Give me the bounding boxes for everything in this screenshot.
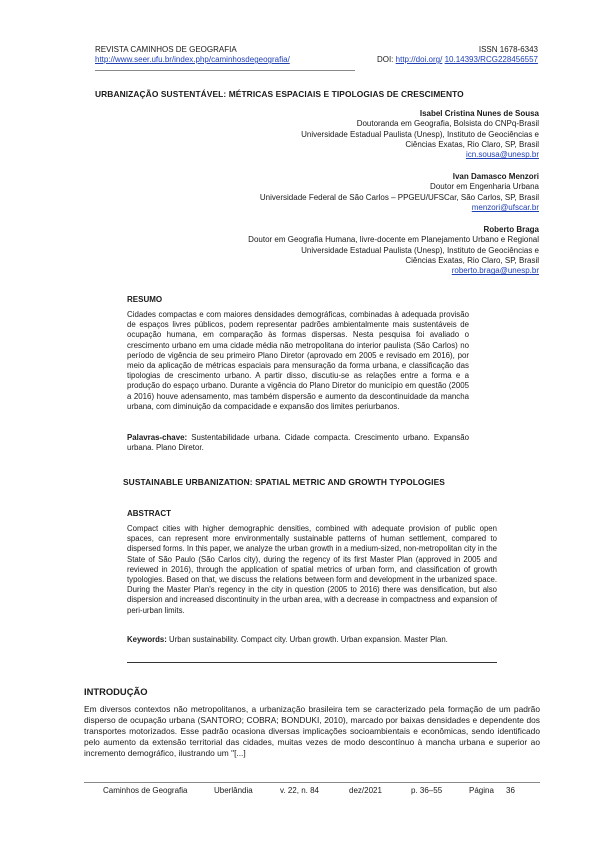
abstract-divider (127, 662, 497, 663)
footer-page-number: 36 (506, 786, 515, 795)
abstract-keywords (127, 635, 497, 645)
doi-label: DOI: (376, 55, 394, 64)
journal-name: REVISTA CAMINHOS DE GEOGRAFIA (95, 45, 237, 54)
footer-journal: Caminhos de Geografia (103, 786, 188, 795)
footer-volume: v. 22, n. 84 (280, 786, 319, 795)
footer-pages: p. 36–55 (411, 786, 443, 795)
footer-page-label: Página (469, 786, 494, 795)
author-affiliation: Ciências Exatas, Rio Claro, SP, Brasil (405, 255, 539, 265)
author-email-link[interactable]: menzori@ufscar.br (471, 202, 539, 212)
keywords-value: Sustentabilidade urbana. Cidade compacta. Crescimento urbano. Expansão urbana. Plano Diretor. (127, 433, 469, 453)
author-name: Isabel Cristina Nunes de Sousa (419, 109, 539, 118)
resumo-text: Cidades compactas e com maiores densidades demográficas, combinadas à adequada provisão de espaços livres públicos, podem representar padrões ambientalmente mais sustentáveis de ocupação humana, em comparação às formas dispersas. Nesta pesquisa foi avaliado o crescimento urbano em uma cidade média não metropolitana do interior paulista (São Carlos) no período de vigência de seu primeiro Plano Diretor (aprovado em 2005 e revisado em 2016), por meio da aplicação de métricas espaciais para mensuração da forma urbana, e classificação das tipologias de crescimento urbano. A partir disso, discutiu-se as relações entre a forma e a produção do espaço urbano. Durante a vigência do Plano Diretor do município em questão (2005 a 2016) houve adensamento, mas também dispersão e aumento da descontinuidade da mancha urbana, com diminuição da compacidade e expansão dos limites periurbanos. (127, 310, 469, 411)
footer-divider (84, 782, 540, 783)
author-affiliation: Universidade Estadual Paulista (Unesp), Instituto de Geociências e (301, 129, 539, 139)
author-affiliation: Doutor em Geografia Humana, livre-docente em Planejamento Urbano e Regional (248, 235, 539, 245)
title-pt: URBANIZAÇÃO SUSTENTÁVEL: MÉTRICAS ESPACIAIS E TIPOLOGIAS DE CRESCIMENTO (95, 89, 464, 99)
author-block-2 (139, 172, 539, 213)
author-affiliation: Doutoranda em Geografia, Bolsista do CNPq-Brasil (356, 119, 539, 129)
footer-date: dez/2021 (349, 786, 382, 795)
abstract-heading: ABSTRACT (127, 509, 171, 518)
author-affiliation: Universidade Federal de São Carlos – PPGEU/UFSCar, São Carlos, SP, Brasil (259, 192, 539, 202)
author-name: Ivan Damasco Menzori (452, 172, 539, 181)
intro-heading: INTRODUÇÃO (84, 686, 148, 697)
author-email-link[interactable]: roberto.braga@unesp.br (451, 266, 539, 276)
author-affiliation: Universidade Estadual Paulista (Unesp), Instituto de Geociências e (301, 245, 539, 255)
author-name: Roberto Braga (483, 225, 539, 234)
journal-url-link[interactable]: http://www.seer.ufu.br/index.php/caminhosdegeografia/ (95, 55, 290, 64)
resumo-keywords (127, 433, 469, 453)
keywords-label: Palavras-chave: (127, 433, 188, 442)
doi-value-link[interactable]: 10.14393/RCG228456557 (444, 55, 538, 64)
doi-line (377, 55, 538, 65)
doi-prefix-link[interactable]: http://doi.org/ (395, 55, 443, 64)
author-block-1 (139, 109, 539, 160)
issn: ISSN 1678-6343 (478, 45, 538, 54)
author-block-3 (139, 225, 539, 276)
abstract-text: Compact cities with higher demographic densities, combined with adequate provision of public open spaces, can represent more environmentally sustainable patterns of human settlement, compared to dispersed forms. In this paper, we analyze the urban growth in a medium-sized, non-metropolitan city in the State of São Paulo (São Carlos city), during the regency of its first Master Plan (approved in 2005 and reviewed in 2016), through the application of spatial metrics of urban form, and classification of growth typologies. Based on that, we discuss the relations between form and development in the urbanized space. During the Master Plan's regency in the city in question (2005 to 2016) there was densification, but also dispersion and increased discontinuity in the urban area, with a decrease in compactness and expansion of peri-urban limits. (127, 524, 497, 615)
keywords-label: Keywords: (127, 635, 167, 644)
author-affiliation: Ciências Exatas, Rio Claro, SP, Brasil (405, 139, 539, 149)
footer-city: Uberlândia (214, 786, 253, 795)
title-en: SUSTAINABLE URBANIZATION: SPATIAL METRIC AND GROWTH TYPOLOGIES (123, 477, 445, 487)
header-divider (95, 70, 355, 71)
intro-text: Em diversos contextos não metropolitanos, a urbanização brasileira tem se caracterizado pela formação de um padrão disperso de ocupação urbana (SANTORO; COBRA; BONDUKI, 2010), marcado por baixas densidades e dependente dos transportes motorizados. Esse padrão ocasiona diversas implicações socioambientais e econômicas, sendo identificado pelo aumento da extensão territorial das cidades, muitas vezes de modo descontínuo à mancha urbana e superior ao incremento demográfico, ilustrando um "[...] (84, 704, 540, 758)
author-affiliation: Doutor em Engenharia Urbana (430, 182, 539, 192)
footer (0, 786, 595, 798)
resumo-heading: RESUMO (127, 295, 163, 304)
author-email-link[interactable]: icn.sousa@unesp.br (465, 150, 539, 160)
keywords-value: Urban sustainability. Compact city. Urban growth. Urban expansion. Master Plan. (169, 635, 448, 644)
